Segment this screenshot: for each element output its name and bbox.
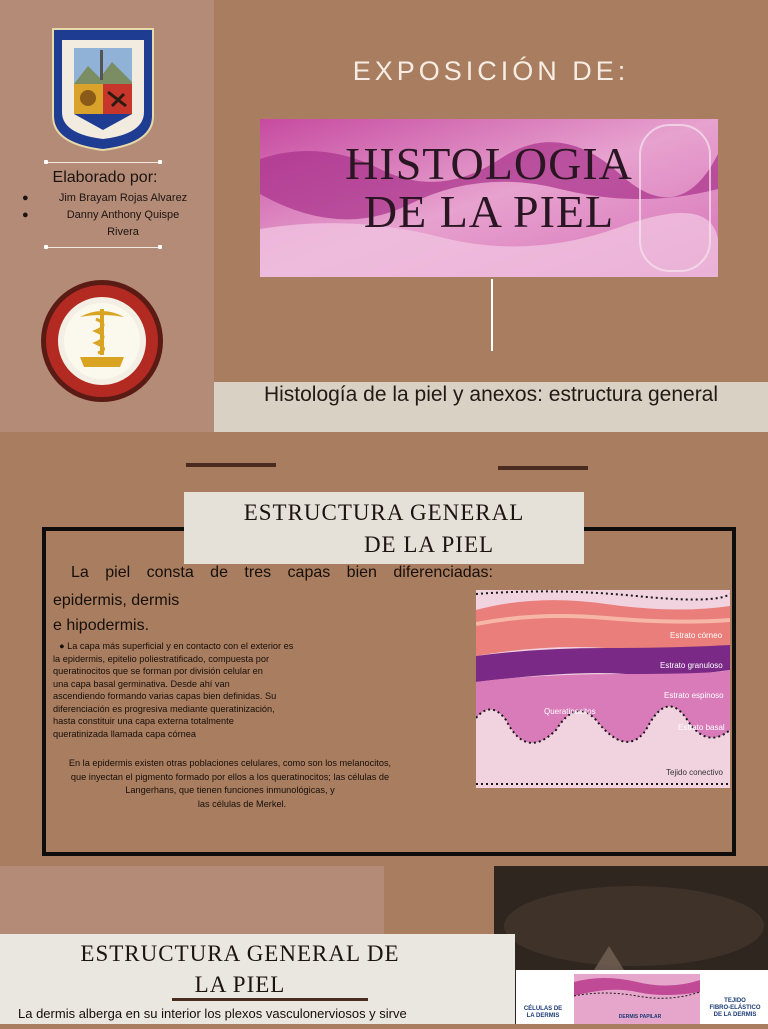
intro-line3: e hipodermis. xyxy=(53,617,150,634)
divider-dot xyxy=(158,160,162,164)
subtitle: Histología de la piel y anexos: estructura general xyxy=(263,383,719,406)
bottom-panel xyxy=(0,866,384,934)
divider-dot xyxy=(44,245,48,249)
hero-title-line1: HISTOLOGIA xyxy=(345,138,633,189)
credits-heading: Elaborado por: xyxy=(52,169,158,186)
divider-bottom xyxy=(46,247,160,248)
intro-line1: La piel consta de tres capas bien diferenciadas: xyxy=(71,564,493,581)
authors-list xyxy=(22,190,202,241)
intro-line2: epidermis, dermis xyxy=(53,592,180,609)
university-crest-logo xyxy=(50,26,156,152)
hero-title xyxy=(260,140,718,236)
section2-heading-line2: LA PIEL xyxy=(194,972,286,997)
label-estrato-espinoso: Estrato espinoso xyxy=(664,691,724,700)
author-name: Danny Anthony Quispe xyxy=(66,209,180,221)
thumb-label-celulas: CÉLULAS DE LA DERMIS xyxy=(523,1006,563,1019)
bullet-icon: ● xyxy=(22,209,29,221)
section1-heading-line1: ESTRUCTURA GENERAL xyxy=(243,500,525,525)
author-item-continued xyxy=(22,224,202,241)
divider-top xyxy=(46,162,160,163)
epidermis-layers-diagram xyxy=(476,590,730,788)
vertical-divider xyxy=(491,279,493,351)
section1-heading-line2: DE LA PIEL xyxy=(363,532,495,557)
cell-populations-paragraph: En la epidermis existen otras poblaciones celulares, como son los melanocitos, que inyectan el pigmento formado por ellos a los queratinocitos; las células de Langerhans, que tienen funciones inmunológicas, y las células de Merkel. xyxy=(68,758,392,809)
label-tejido-conectivo: Tejido conectivo xyxy=(666,768,723,777)
divider-dot xyxy=(44,160,48,164)
label-estrato-basal: Estrato basal xyxy=(678,723,725,732)
section2-heading xyxy=(20,938,460,1000)
section1-heading xyxy=(184,497,584,561)
bullet-icon: ● xyxy=(59,641,65,651)
faculty-seal-logo xyxy=(40,279,164,403)
section2-body: La dermis alberga en su interior los plexos vasculonerviosos y sirve xyxy=(18,1006,407,1021)
decorative-dash xyxy=(186,463,276,467)
author-name-line2: Rivera xyxy=(107,226,139,238)
dermis-thumbnail xyxy=(516,970,768,1024)
divider-dot xyxy=(158,245,162,249)
author-item xyxy=(22,207,202,224)
bullet-icon: ● xyxy=(22,192,29,204)
author-name: Jim Brayam Rojas Alvarez xyxy=(58,192,188,204)
author-item xyxy=(22,190,202,207)
label-estrato-granuloso: Estrato granuloso xyxy=(660,661,723,670)
epidermis-paragraph: ● La capa más superficial y en contacto con el exterior es la epidermis, epitelio poliestratificado, compuesta por queratinocitos que se forman por división celular en una capa basal germinativa. Desde ahí van ascendiendo formando varias capas bien definidas. Su diferenciación es progresiva mediante queratinización, hasta constituir una capa externa totalmente queratinizada llamada capa córnea xyxy=(53,641,294,739)
section2-underline xyxy=(172,998,368,1001)
decorative-dash xyxy=(498,466,588,470)
thumb-label-dermis-papilar: DERMIS PAPILAR xyxy=(618,1014,662,1020)
label-estrato-corneo: Estrato córneo xyxy=(670,631,723,640)
thumb-label-tejido: TEJIDO FIBRO-ELÁSTICO DE LA DERMIS xyxy=(709,998,761,1018)
hero-title-line2: DE LA PIEL xyxy=(363,186,615,237)
presentation-title: EXPOSICIÓN DE: xyxy=(352,56,630,86)
label-queratinocitos: Queratinocitos xyxy=(544,707,596,716)
section2-heading-line1: ESTRUCTURA GENERAL DE xyxy=(80,941,400,966)
